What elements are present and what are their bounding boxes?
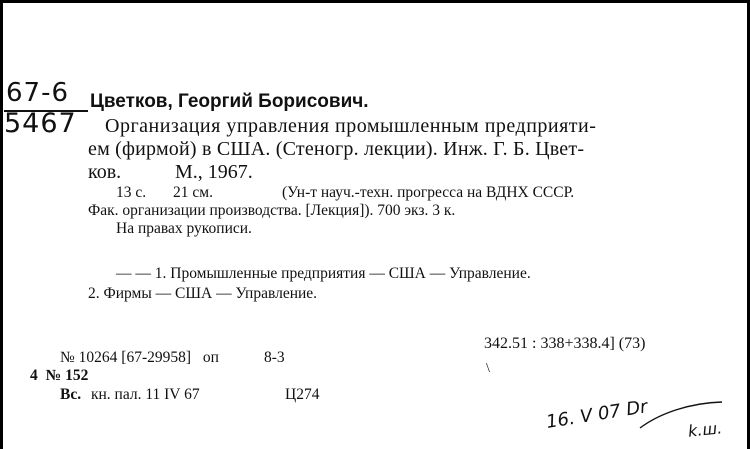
inventory-prefix: Вс. [60,386,82,403]
author-heading: Цветков, Георгий Борисович. [90,91,369,112]
classification-number: 342.51 : 338+338.4] (73) [484,335,646,352]
inventory-line-1 [60,350,219,366]
handwritten-date: 16. V 07 Dr [544,396,650,433]
imprint: М., 1967. [175,161,253,183]
inventory-op: оп [202,349,219,366]
card-border-top [0,0,750,3]
dimensions: 21 см. [173,184,213,201]
handwritten-initials: k.ш. [687,418,723,441]
note-restricted: На правах рукописи. [116,220,252,237]
card-border-left [0,0,3,449]
inventory-code: 8-3 [264,349,285,366]
call-number-bottom: 5467 [4,108,77,139]
title-line-1: Организация управления промышленным предприяти- [105,115,597,137]
title-line-3-author-end: ков. [88,161,122,183]
inventory-count: 4 [30,367,38,384]
inventory-number: № 10264 [67-29958] [60,349,192,366]
title-line-2: ем (фирмой) в США. (Стеногр. лекции). Инж. Г. Б. Цвет- [88,138,585,160]
call-number-top: 67-6 [6,78,70,108]
tick-mark: \ [486,361,490,376]
series-statement-continued: Фак. организации производства. [Лекция]). 700 экз. 3 к. [88,202,456,219]
inventory-line-2 [30,368,88,384]
series-statement: (Ун-т науч.-техн. прогресса на ВДНХ СССР. [282,184,575,201]
inventory-number-2: № 152 [45,367,89,384]
print-order-code: Ц274 [285,386,320,403]
inventory-chamber-date: кн. пал. 11 IV 67 [90,386,200,403]
inventory-line-3 [60,387,200,403]
pagination: 13 с. [116,184,147,201]
subject-headings-line-1: — — 1. Промышленные предприятия — США — Управление. [116,265,531,282]
subject-headings-line-2: 2. Фирмы — США — Управление. [88,285,318,302]
